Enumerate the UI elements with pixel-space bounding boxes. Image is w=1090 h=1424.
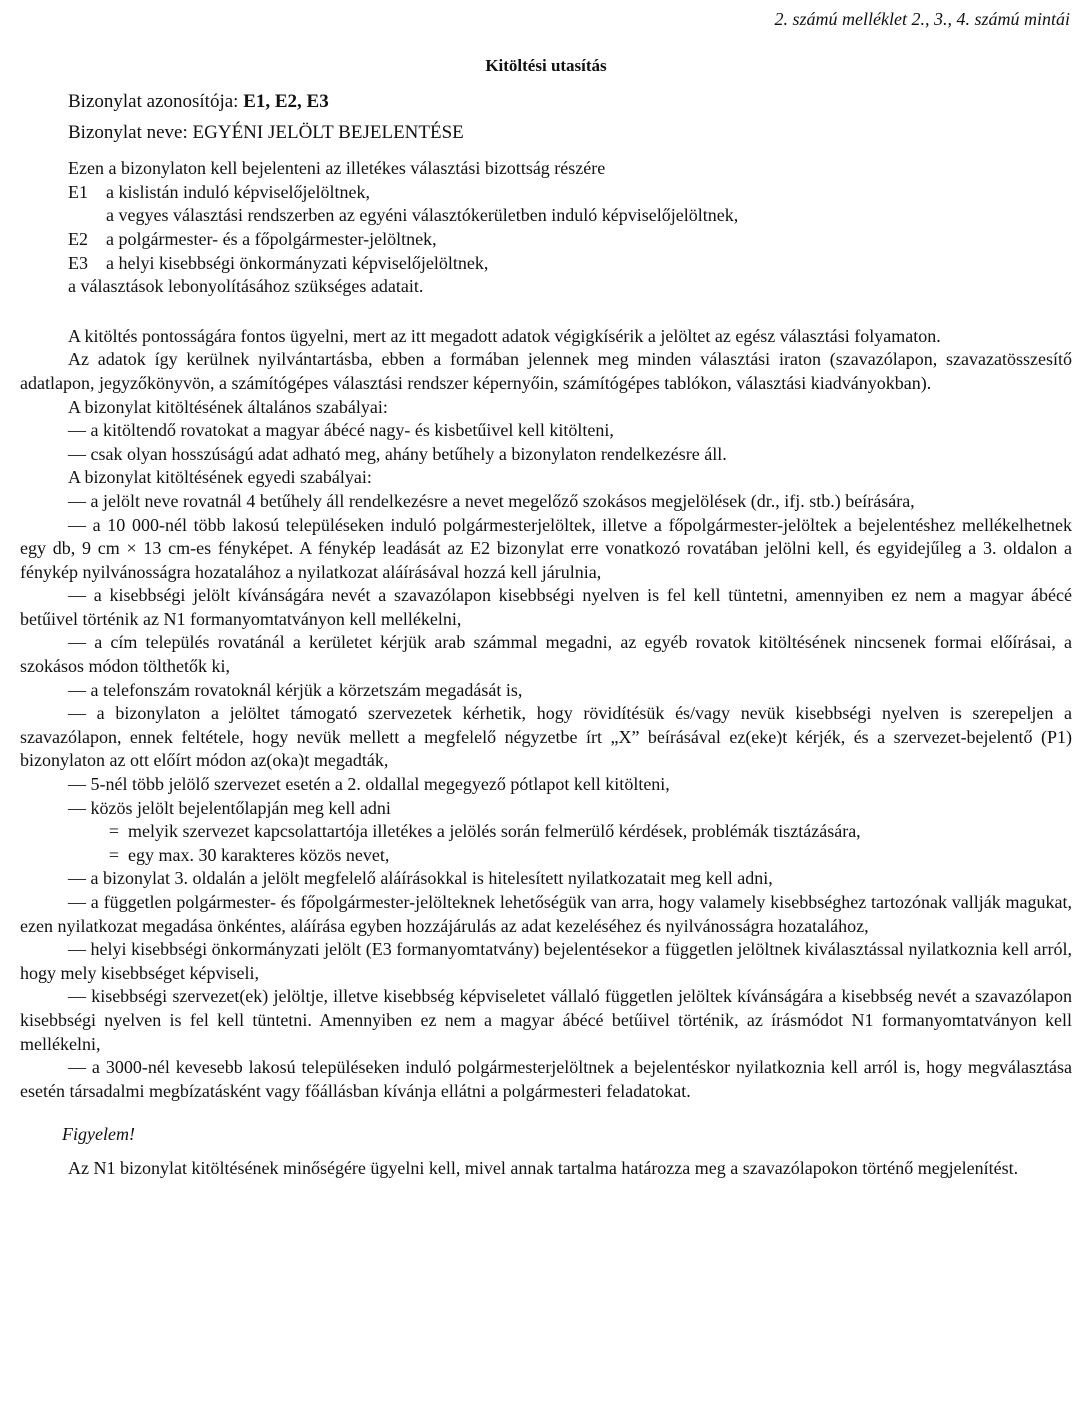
sub-marker: = bbox=[108, 821, 120, 842]
specific-rule-12: — kisebbségi szervezet(ek) jelöltje, illetve kisebbség képviseletet vállaló független jelöltek kívánságára a kisebbség nevét a szavazólapon kisebbségi nyelven is fel kell tüntetni. Amennyiben ez nem a magyar ábécé betűivel történik, az írásmódot N1 formanyomtatványon kell mellékelni, bbox=[20, 986, 1072, 1054]
paragraph-accuracy: A kitöltés pontosságára fontos ügyelni, mert az itt megadott adatok végigkísérik a jelöltet az egész választási folyamaton. bbox=[68, 325, 941, 346]
intro-code-e2: E2 bbox=[68, 228, 88, 249]
attention-text: Az N1 bizonylat kitöltésének minőségére ügyelni kell, mivel annak tartalma határozza meg a szavazólapokon történő megjelenítést. bbox=[68, 1157, 1019, 1178]
intro-text-e2: a polgármester- és a főpolgármester-jelöltnek, bbox=[106, 228, 437, 249]
specific-rule-7: — 5-nél több jelölő szervezet esetén a 2. oldallal megegyező pótlapot kell kitölteni, bbox=[68, 774, 670, 795]
paragraph-registration: Az adatok így kerülnek nyilvántartásba, ebben a formában jelennek meg minden választási iraton (szavazólapon, szavazatösszesítő adatlapon, jegyzőkönyvön, a számítógépes választási rendszer képernyőin, számítógépes tablókon, választási kiadványokban). bbox=[20, 349, 1072, 393]
specific-rule-6: — a bizonylaton a jelöltet támogató szervezetek kérhetik, hogy rövidítésük és/vagy nevük kisebbségi nyelven is szerepeljen a szavazólapon, ennek feltétele, hogy nevük mellett a megfelelő négyzetbe írt „X” beírásával ez(eke)t kérjék, és a szervezet-bejelentő (P1) bizonylaton az ott előírt módon az(oka)t megadták, bbox=[20, 703, 1072, 771]
intro-item-e2 bbox=[68, 228, 1072, 252]
page-title: Kitöltési utasítás bbox=[485, 55, 607, 75]
intro-item-e1 bbox=[68, 181, 1072, 205]
intro-tail: a választások lebonyolításához szükséges adatait. bbox=[68, 276, 424, 297]
specific-rule-9: — a bizonylat 3. oldalán a jelölt megfelelő aláírásokkal is hitelesített nyilatkozatait meg kell adni, bbox=[68, 868, 773, 889]
specific-rule-1: — a jelölt neve rovatnál 4 betűhely áll rendelkezésre a nevet megelőző szokásos megjelölések (dr., ifj. stb.) beírására, bbox=[68, 490, 915, 511]
doc-id-label: Bizonylat azonosítója: bbox=[68, 91, 239, 113]
sub-text: melyik szervezet kapcsolattartója illetékes a jelölés során felmerülő kérdések, problémák tisztázására, bbox=[128, 821, 861, 842]
intro-code-e1: E1 bbox=[68, 181, 88, 202]
specific-rule-5: — a telefonszám rovatoknál kérjük a körzetszám megadását is, bbox=[68, 679, 523, 700]
specific-rule-3: — a kisebbségi jelölt kívánságára nevét a szavazólapon kisebbségi nyelven is fel kell tüntetni, amennyiben ez nem a magyar ábécé betűivel történik az N1 formanyomtatványon kell mellékelni, bbox=[20, 585, 1072, 629]
specific-rule-8: — közös jelölt bejelentőlapján meg kell adni bbox=[68, 797, 391, 818]
specific-rule-4: — a cím település rovatánál a kerületet kérjük arab számmal megadni, az egyéb rovatok kitöltésének nincsenek formai előírásai, a szokásos módon tölthetők ki, bbox=[20, 632, 1072, 677]
specific-rule-10: — a független polgármester- és főpolgármester-jelölteknek lehetőségük van arra, hogy valamely kisebbséghez tartozónak vallják magukat, ezen nyilatkozat megadása önkéntes, aláírása egyben hozzájárulás az adat kezeléséhez és nyilvánosságra hozatalához, bbox=[20, 892, 1072, 936]
intro-sub-e1: a vegyes választási rendszerben az egyéni választókerületben induló képviselőjelöltnek, bbox=[106, 205, 739, 226]
intro-item-e3 bbox=[68, 252, 1072, 276]
document-page bbox=[20, 8, 1072, 1181]
intro-code-e3: E3 bbox=[68, 252, 88, 273]
general-rule-1: — a kitöltendő rovatokat a magyar ábécé nagy- és kisbetűivel kell kitölteni, bbox=[68, 420, 614, 441]
annex-reference: 2. számú melléklet 2., 3., 4. számú mintái bbox=[774, 9, 1070, 29]
specific-rule-13: — a 3000-nél kevesebb lakosú településeken induló polgármesterjelöltnek a bejelentéskor nyilatkoznia kell arról is, hogy megválasztása esetén társadalmi megbízatásként vagy főállásban kívánja ellátni a polgármesteri feladatokat. bbox=[20, 1057, 1072, 1101]
specific-rule-2: — a 10 000-nél több lakosú településeken induló polgármesterjelöltek, illetve a főpolgármester-jelöltek a bejelentéshez mellékelhetnek egy db, 9 cm × 13 cm-es fényképet. A fénykép leadását az E2 bizonylat erre vonatkozó rovatában jelölni kell, és egyidejűleg a 3. oldalon a fénykép nyilvánosságra hozatalához a nyilatkozat aláírásával hozzá kell járulnia, bbox=[20, 514, 1072, 582]
doc-name-label: Bizonylat neve: bbox=[68, 122, 188, 144]
general-rules-heading: A bizonylat kitöltésének általános szabályai: bbox=[68, 396, 388, 417]
doc-name-line bbox=[68, 120, 1072, 145]
attention-label: Figyelem! bbox=[62, 1124, 135, 1145]
specific-rules-heading: A bizonylat kitöltésének egyedi szabályai: bbox=[68, 467, 372, 488]
specific-rule-8b bbox=[100, 844, 1072, 868]
doc-id-value: E1, E2, E3 bbox=[243, 91, 329, 113]
doc-id-line bbox=[68, 89, 1072, 114]
sub-text: egy max. 30 karakteres közös nevet, bbox=[128, 844, 390, 865]
intro-lead: Ezen a bizonylaton kell bejelenteni az illetékes választási bizottság részére bbox=[68, 158, 606, 179]
specific-rule-8a bbox=[100, 820, 1072, 844]
intro-text-e1: a kislistán induló képviselőjelöltnek, bbox=[106, 181, 370, 202]
specific-rule-11: — helyi kisebbségi önkormányzati jelölt (E3 formanyomtatvány) bejelentésekor a független jelöltnek kiválasztással nyilatkoznia kell arról, hogy mely kisebbséget képviseli, bbox=[20, 939, 1072, 983]
general-rule-2: — csak olyan hosszúságú adat adható meg, ahány betűhely a bizonylaton rendelkezésre áll. bbox=[68, 443, 727, 464]
intro-text-e3: a helyi kisebbségi önkormányzati képviselőjelöltnek, bbox=[106, 252, 489, 273]
doc-name-value: EGYÉNI JELÖLT BEJELENTÉSE bbox=[192, 122, 464, 144]
sub-marker: = bbox=[108, 844, 120, 865]
